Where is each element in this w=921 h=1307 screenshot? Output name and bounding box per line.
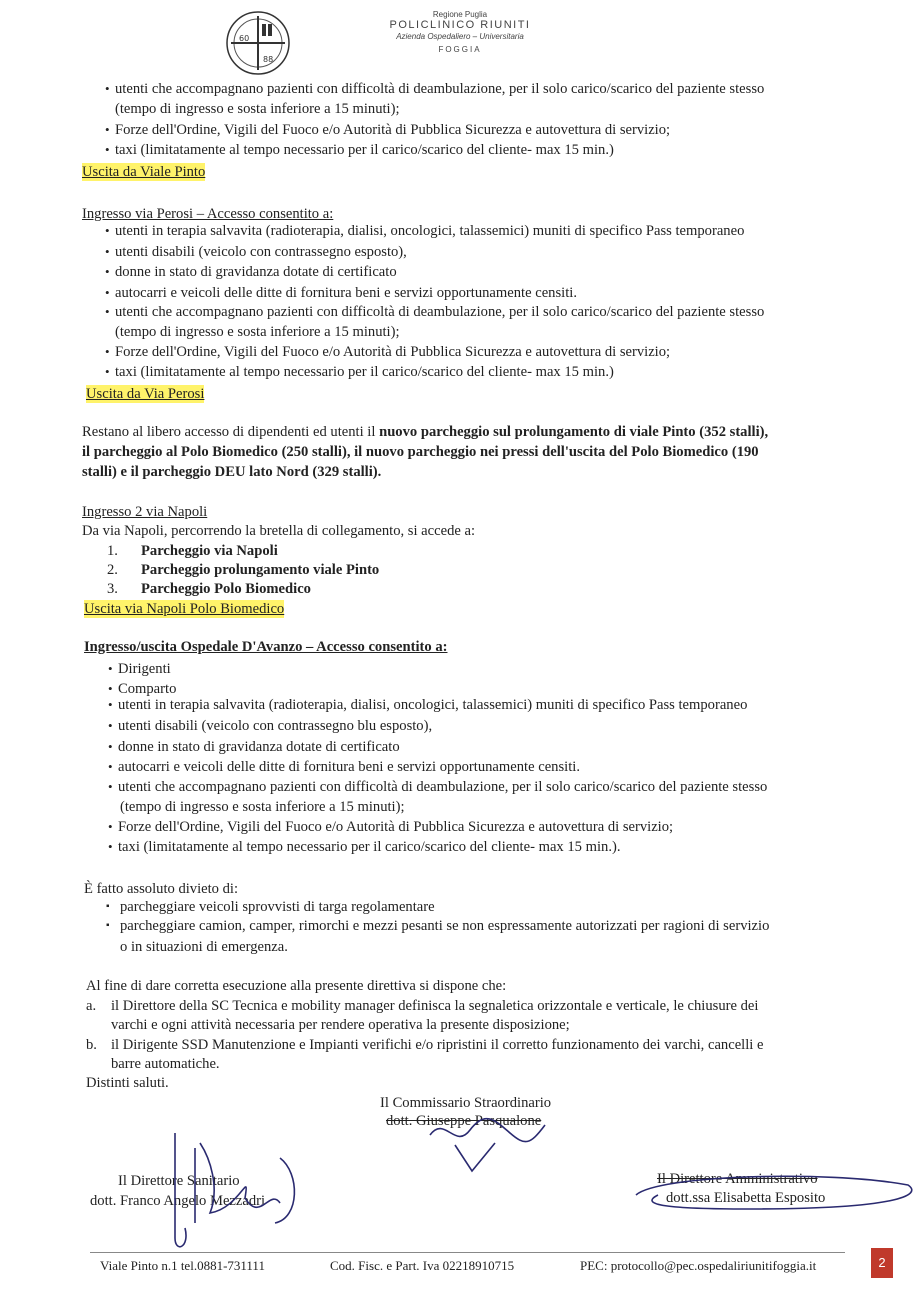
sanitario-title: Il Direttore Sanitario <box>118 1173 240 1189</box>
parking-paragraph-line <box>82 423 768 441</box>
list-item: • Dirigenti <box>108 660 171 678</box>
list-item: • taxi (limitatamente al tempo necessario per il carico/scarico del cliente- max 15 min.). <box>108 838 620 856</box>
page-number <box>871 1248 893 1278</box>
commissario-name: dott. Giuseppe Pasqualone <box>386 1113 542 1129</box>
list-item: • utenti disabili (veicolo con contrassegno esposto), <box>105 243 407 261</box>
parking-paragraph-line: il parcheggio al Polo Biomedico (250 stalli), il nuovo parcheggio nei pressi dell'uscita del Polo Biomedico (190 <box>82 444 759 460</box>
item-number: 2. <box>107 562 118 578</box>
commissario-signature <box>420 1105 550 1175</box>
numbered-item <box>107 580 311 598</box>
list-item: • Comparto <box>108 680 176 698</box>
list-item-continuation: o in situazioni di emergenza. <box>120 939 288 955</box>
directive-item-b-label: b. <box>86 1037 97 1053</box>
sanitario-name: dott. Franco Angelo Mezzadri <box>90 1193 266 1209</box>
list-item: • utenti in terapia salvavita (radioterapia, dialisi, oncologici, talassemici) muniti di specifico Pass temporaneo <box>108 696 747 714</box>
section-title: Ingresso 2 via Napoli <box>82 504 208 520</box>
list-item: • Forze dell'Ordine, Vigili del Fuoco e/o Autorità di Pubblica Sicurezza e autovettura di servizio; <box>105 121 670 139</box>
footer-fiscal: Cod. Fisc. e Part. Iva 02218910715 <box>330 1258 515 1273</box>
numbered-item <box>107 561 379 579</box>
directive-item-b-continuation: barre automatiche. <box>111 1056 220 1072</box>
svg-text:88: 88 <box>263 55 274 64</box>
list-item: • autocarri e veicoli delle ditte di fornitura beni e servizi opportunamente censiti. <box>108 758 580 776</box>
footer-divider <box>90 1252 845 1253</box>
list-item: ▪ parcheggiare veicoli sprovvisti di targa regolamentare <box>106 898 435 916</box>
item-number: 1. <box>107 543 118 559</box>
directive-item-b: il Dirigente SSD Manutenzione e Impianti verifichi e/o ripristini il corretto funzionamento dei varchi, cancelli e <box>111 1037 764 1053</box>
parking-text: Restano al libero accesso di dipendenti ed utenti il <box>82 424 380 440</box>
list-item-continuation: (tempo di ingresso e sosta inferiore a 15 minuti); <box>120 799 405 815</box>
directive-item-a-continuation: varchi e ogni attività necessaria per rendere operativa la presente disposizione; <box>111 1017 570 1033</box>
exit-heading: Uscita da Via Perosi <box>86 386 205 402</box>
footer-pec: PEC: protocollo@pec.ospedaliriunitifoggia.it <box>580 1258 817 1273</box>
section-title: Ingresso/uscita Ospedale D'Avanzo – Accesso consentito a: <box>84 639 448 655</box>
numbered-item <box>107 542 278 560</box>
list-item: • donne in stato di gravidanza dotate di certificato <box>108 738 400 756</box>
header-city: FOGGIA <box>438 45 482 54</box>
hospital-logo <box>225 10 291 76</box>
amministrativo-name: dott.ssa Elisabetta Esposito <box>666 1190 826 1206</box>
sanitario-signature <box>150 1128 310 1253</box>
amministrativo-title: Il Direttore Amministrativo <box>657 1171 818 1187</box>
commissario-title: Il Commissario Straordinario <box>380 1095 552 1111</box>
exit-heading: Uscita via Napoli Polo Biomedico <box>84 601 285 617</box>
closing-salutation: Distinti saluti. <box>86 1075 169 1091</box>
list-item: • utenti disabili (veicolo con contrassegno blu esposto), <box>108 717 432 735</box>
exit-heading: Uscita da Viale Pinto <box>82 164 206 180</box>
item-number: 3. <box>107 581 118 597</box>
list-item-continuation: (tempo di ingresso e sosta inferiore a 15 minuti); <box>115 324 400 340</box>
footer-address: Viale Pinto n.1 tel.0881-731111 <box>100 1258 265 1273</box>
item-text: Parcheggio prolungamento viale Pinto <box>141 562 380 578</box>
item-text: Parcheggio Polo Biomedico <box>141 581 311 597</box>
directive-item-a-label: a. <box>86 998 97 1014</box>
directive-item-a: il Direttore della SC Tecnica e mobility manager definisca la segnaletica orizzontale e verticale, le chiusure dei <box>111 998 759 1014</box>
item-text: Parcheggio via Napoli <box>141 543 278 559</box>
list-item: • utenti che accompagnano pazienti con difficoltà di deambulazione, per il solo carico/scarico del paziente stesso <box>105 303 764 321</box>
list-item: • utenti in terapia salvavita (radioterapia, dialisi, oncologici, talassemici) muniti di specifico Pass temporaneo <box>105 222 744 240</box>
list-item: • taxi (limitatamente al tempo necessario per il carico/scarico del cliente- max 15 min.) <box>105 363 614 381</box>
section-title: Ingresso via Perosi – Accesso consentito a: <box>82 206 334 222</box>
amministrativo-signature <box>628 1165 918 1213</box>
list-item: • Forze dell'Ordine, Vigili del Fuoco e/o Autorità di Pubblica Sicurezza e autovettura di servizio; <box>108 818 673 836</box>
list-item: ▪ parcheggiare camion, camper, rimorchi e mezzi pesanti se non espressamente autorizzati per ragioni di servizio <box>106 917 769 935</box>
list-item-continuation: (tempo di ingresso e sosta inferiore a 15 minuti); <box>115 101 400 117</box>
list-item: • autocarri e veicoli delle ditte di fornitura beni e servizi opportunamente censiti. <box>105 284 577 302</box>
page-number-text: 2 <box>878 1255 886 1270</box>
parking-text-bold: nuovo parcheggio sul prolungamento di viale Pinto (352 stalli), <box>379 424 769 440</box>
section-intro: Da via Napoli, percorrendo la bretella di collegamento, si accede a: <box>82 523 476 539</box>
parking-paragraph-line: stalli) e il parcheggio DEU lato Nord (329 stalli). <box>82 464 382 480</box>
prohibition-intro: È fatto assoluto divieto di: <box>84 881 239 897</box>
header-name: POLICLINICO RIUNITI <box>389 19 531 31</box>
list-item: • taxi (limitatamente al tempo necessario per il carico/scarico del cliente- max 15 min.) <box>105 141 614 159</box>
directive-intro: Al fine di dare corretta esecuzione alla presente direttiva si dispone che: <box>86 978 507 994</box>
list-item: • donne in stato di gravidanza dotate di certificato <box>105 263 397 281</box>
list-item: • Forze dell'Ordine, Vigili del Fuoco e/o Autorità di Pubblica Sicurezza e autovettura di servizio; <box>105 343 670 361</box>
list-item: • utenti che accompagnano pazienti con difficoltà di deambulazione, per il solo carico/scarico del paziente stesso <box>108 778 767 796</box>
list-item: • utenti che accompagnano pazienti con difficoltà di deambulazione, per il solo carico/scarico del paziente stesso <box>105 80 764 98</box>
header-subtitle: Azienda Ospedaliero – Universitaria <box>396 32 524 41</box>
header-region: Regione Puglia <box>432 10 488 19</box>
svg-text:60: 60 <box>239 34 250 43</box>
